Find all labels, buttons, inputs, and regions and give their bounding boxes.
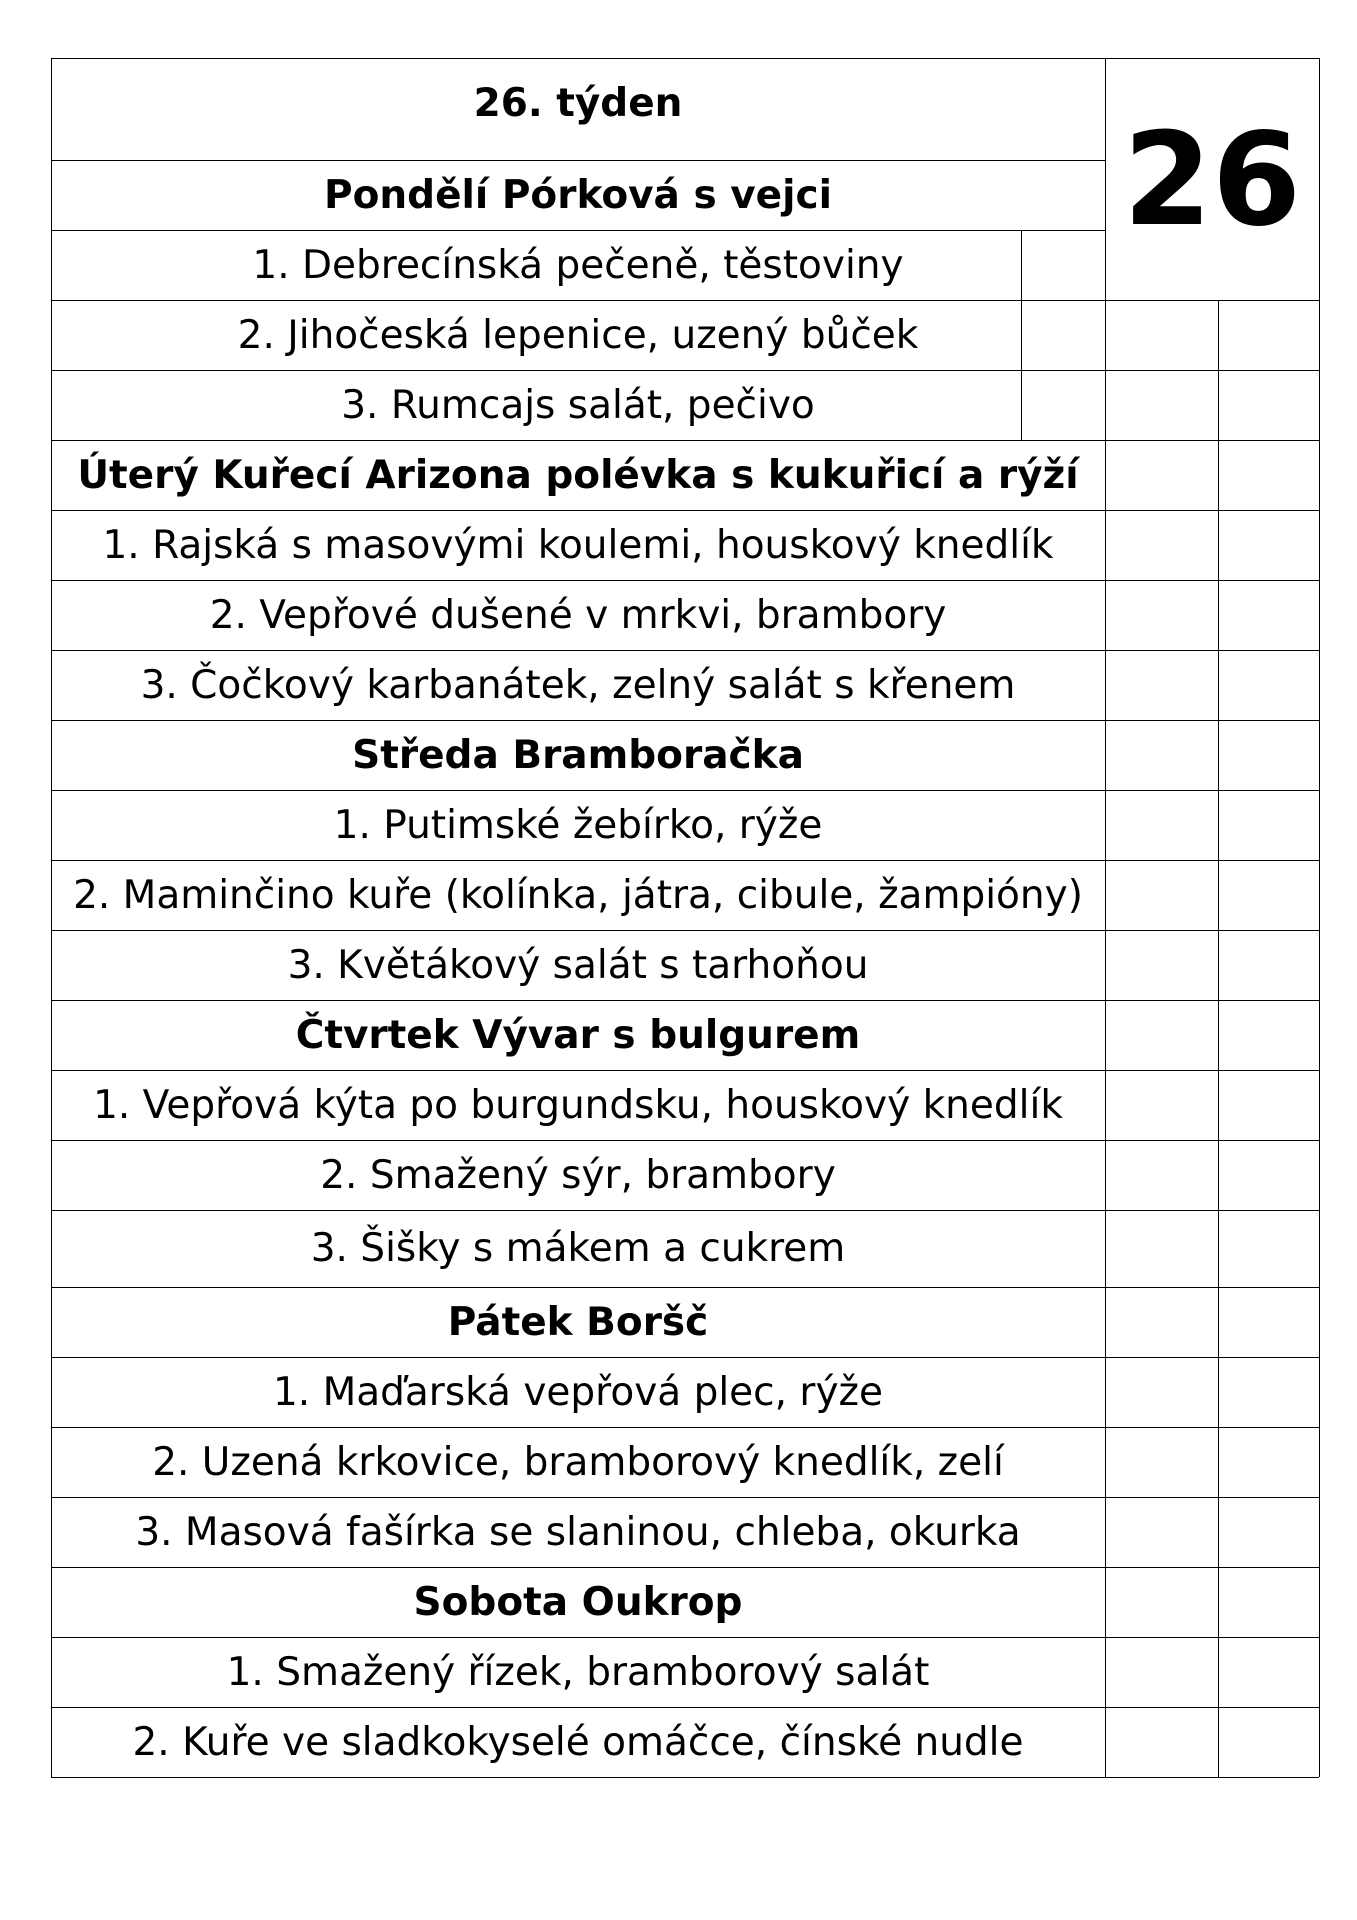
menu-item-row: 1. Vepřová kýta po burgundsku, houskový knedlík <box>93 1082 1063 1128</box>
menu-item-row: 1. Maďarská vepřová plec, rýže <box>272 1369 883 1415</box>
menu-item-row: 3. Květákový salát s tarhoňou <box>287 942 869 988</box>
table-rule <box>51 1287 1319 1288</box>
menu-item-row: 2. Kuře ve sladkokyselé omáčce, čínské nudle <box>132 1719 1024 1765</box>
menu-item-row: 1. Rajská s masovými koulemi, houskový knedlík <box>102 522 1054 568</box>
day-soup-row: Úterý Kuřecí Arizona polévka s kukuřicí a rýží <box>77 452 1079 498</box>
table-rule <box>51 510 1319 511</box>
weekly-menu-table <box>51 58 1319 1791</box>
table-rule <box>51 1000 1319 1001</box>
table-rule <box>51 790 1319 791</box>
menu-item-row: 2. Uzená krkovice, bramborový knedlík, zelí <box>152 1439 1004 1485</box>
table-rule <box>51 1427 1319 1428</box>
table-rule <box>1021 230 1022 440</box>
day-soup-row: Sobota Oukrop <box>413 1579 743 1625</box>
week-number: 26 <box>1122 105 1302 255</box>
table-rule <box>51 440 1319 441</box>
day-soup-row: Středa Bramboračka <box>352 732 804 778</box>
table-rule <box>51 370 1319 371</box>
table-rule <box>51 300 1319 301</box>
table-rule <box>51 720 1319 721</box>
day-soup-row: Čtvrtek Vývar s bulgurem <box>295 1012 861 1058</box>
menu-item-row: 3. Masová fašírka se slaninou, chleba, okurka <box>135 1509 1021 1555</box>
menu-item-row: 1. Putimské žebírko, rýže <box>333 802 823 848</box>
table-rule <box>51 58 52 1777</box>
menu-item-row: 2. Jihočeská lepenice, uzený bůček <box>237 312 919 358</box>
table-rule <box>51 930 1319 931</box>
table-rule <box>51 1567 1319 1568</box>
table-rule <box>1218 300 1219 1777</box>
table-rule <box>51 580 1319 581</box>
table-rule <box>51 1707 1319 1708</box>
table-rule <box>51 650 1319 651</box>
table-rule <box>51 1210 1319 1211</box>
table-rule <box>51 1497 1319 1498</box>
menu-item-row: 2. Maminčino kuře (kolínka, játra, cibule, žampióny) <box>73 872 1083 918</box>
table-rule <box>51 160 1105 161</box>
table-rule <box>51 58 1319 59</box>
table-rule <box>1319 58 1320 1777</box>
table-rule <box>51 1777 1319 1778</box>
table-rule <box>51 1637 1319 1638</box>
menu-item-row: 3. Šišky s mákem a cukrem <box>310 1226 846 1271</box>
table-rule <box>51 860 1319 861</box>
menu-item-row: 3. Rumcajs salát, pečivo <box>341 382 815 428</box>
day-soup-row: Pondělí Pórková s vejci <box>324 172 832 218</box>
menu-item-row: 2. Vepřové dušené v mrkvi, brambory <box>209 592 947 638</box>
table-rule <box>1105 58 1106 1777</box>
week-title: 26. týden <box>473 80 683 126</box>
menu-item-row: 2. Smažený sýr, brambory <box>320 1152 836 1198</box>
table-rule <box>51 1070 1319 1071</box>
menu-item-row: 1. Debrecínská pečeně, těstoviny <box>252 242 904 288</box>
day-soup-row: Pátek Boršč <box>447 1299 709 1345</box>
table-rule <box>51 1140 1319 1141</box>
menu-item-row: 1. Smažený řízek, bramborový salát <box>226 1649 930 1695</box>
table-rule <box>51 1357 1319 1358</box>
menu-item-row: 3. Čočkový karbanátek, zelný salát s křenem <box>140 662 1016 708</box>
table-rule <box>51 230 1105 231</box>
